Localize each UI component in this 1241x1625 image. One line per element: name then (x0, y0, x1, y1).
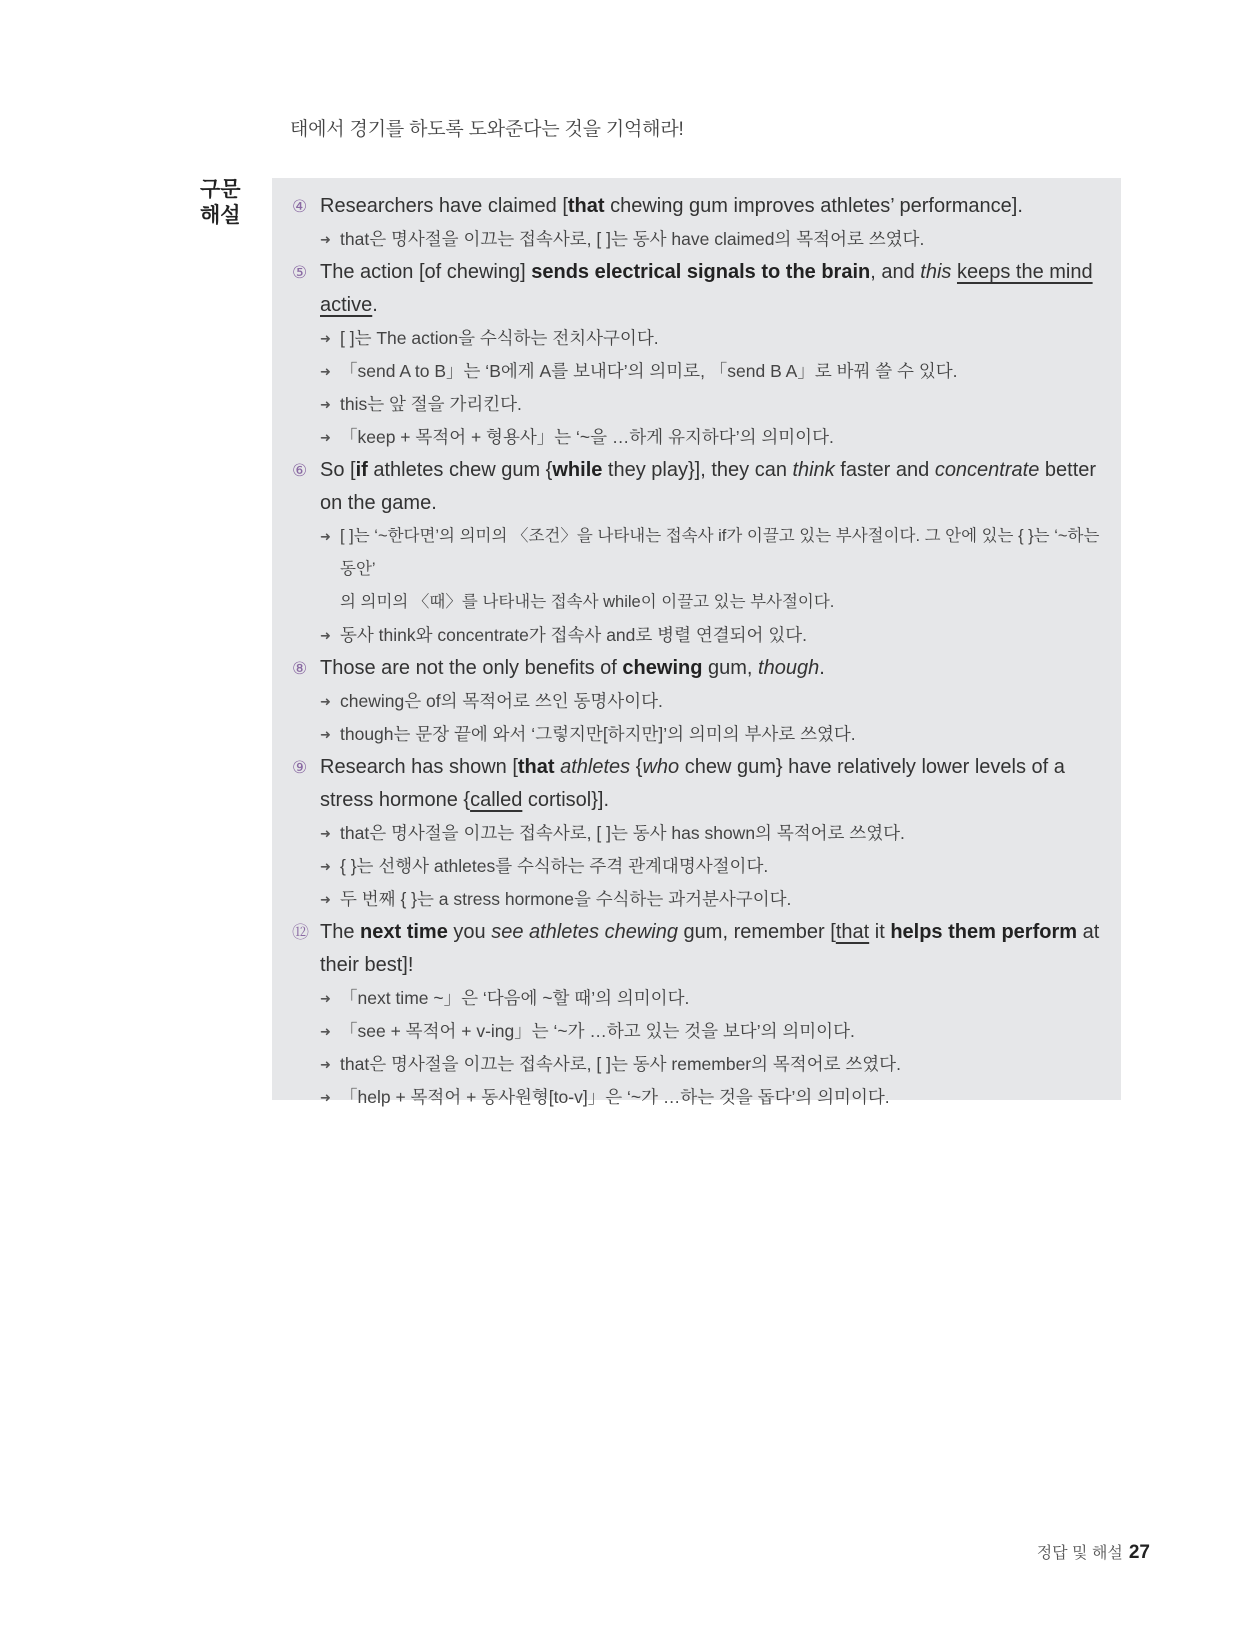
grammar-note: ➜ 「help + 목적어 + 동사원형[to-v]」은 ‘~가 …하는 것을 돕다’의 의미이다. (292, 1081, 1101, 1114)
grammar-note: ➜ this는 앞 절을 가리킨다. (292, 388, 1101, 421)
explanation-panel (272, 178, 1121, 1107)
grammar-note: ➜ 두 번째 { }는 a stress hormone을 수식하는 과거분사구이다. (292, 883, 1101, 916)
grammar-note: ➜ [ ]는 ‘~한다면’의 의미의 〈조건〉을 나타내는 접속사 if가 이끌고 있는 부사절이다. 그 안에 있는 { }는 ‘~하는 동안’ (292, 520, 1101, 586)
grammar-note: ➜ { }는 선행사 athletes를 수식하는 주격 관계대명사절이다. (292, 850, 1101, 883)
sentence-number: ⑨ (292, 758, 308, 777)
example-sentence: ⑥ So [if athletes chew gum {while they play}], they can think faster and concentrate better on the game. (292, 454, 1101, 520)
arrow-icon: ➜ (320, 1024, 331, 1039)
grammar-note: ➜ [ ]는 The action을 수식하는 전치사구이다. (292, 322, 1101, 355)
arrow-icon: ➜ (320, 1090, 331, 1105)
explanation-item (292, 256, 1101, 454)
sentence-number: ⑫ (292, 923, 309, 942)
arrow-icon: ➜ (320, 628, 331, 643)
grammar-note-continued: 의 의미의 〈때〉를 나타내는 접속사 while이 이끌고 있는 부사절이다. (340, 593, 835, 611)
section-label-line1: 구문 (200, 177, 241, 201)
arrow-icon: ➜ (320, 694, 331, 709)
arrow-icon: ➜ (320, 991, 331, 1006)
arrow-icon: ➜ (320, 232, 331, 247)
sentence-number: ⑥ (292, 461, 308, 480)
arrow-icon: ➜ (320, 430, 331, 445)
grammar-note: ➜ though는 문장 끝에 와서 ‘그렇지만[하지만]’의 의미의 부사로 쓰였다. (292, 718, 1101, 751)
explanation-item (292, 916, 1101, 1114)
arrow-icon: ➜ (320, 859, 331, 874)
arrow-icon: ➜ (320, 397, 331, 412)
arrow-icon: ➜ (320, 727, 331, 742)
explanation-item (292, 652, 1101, 751)
grammar-note: ➜ chewing은 of의 목적어로 쓰인 동명사이다. (292, 685, 1101, 718)
example-sentence: ⑨ Research has shown [that athletes {who chew gum} have relatively lower levels of a stress hormone {called cortisol}]. (292, 751, 1101, 817)
arrow-icon: ➜ (320, 892, 331, 907)
intro-text: 태에서 경기를 하도록 도와준다는 것을 기억해라! (290, 119, 684, 140)
arrow-icon: ➜ (320, 826, 331, 841)
grammar-note: ➜ 「send A to B」는 ‘B에게 A를 보내다’의 의미로, 「send B A」로 바꿔 쓸 수 있다. (292, 355, 1101, 388)
section-label (200, 176, 250, 228)
arrow-icon: ➜ (320, 529, 331, 544)
grammar-note: ➜ that은 명사절을 이끄는 접속사로, [ ]는 동사 have claimed의 목적어로 쓰였다. (292, 223, 1101, 256)
example-sentence: ④ Researchers have claimed [that chewing gum improves athletes’ performance]. (292, 190, 1101, 223)
sentence-number: ④ (292, 197, 308, 216)
arrow-icon: ➜ (320, 364, 331, 379)
page-footer (1037, 1540, 1150, 1564)
explanation-item (292, 454, 1101, 652)
sentence-number: ⑧ (292, 659, 308, 678)
footer-label: 정답 및 해설 (1036, 1545, 1123, 1562)
grammar-note: ➜ that은 명사절을 이끄는 접속사로, [ ]는 동사 remember의 목적어로 쓰였다. (292, 1048, 1101, 1081)
arrow-icon: ➜ (320, 331, 331, 346)
grammar-note: ➜ 「next time ~」은 ‘다음에 ~할 때’의 의미이다. (292, 982, 1101, 1015)
grammar-note: ➜ 동사 think와 concentrate가 접속사 and로 병렬 연결되어 있다. (292, 619, 1101, 652)
grammar-note: ➜ 「keep + 목적어 + 형용사」는 ‘~을 …하게 유지하다’의 의미이다. (292, 421, 1101, 454)
example-sentence: ⑤ The action [of chewing] sends electrical signals to the brain, and this keeps the mind active. (292, 256, 1101, 322)
grammar-note: ➜ 「see + 목적어 + v-ing」는 ‘~가 …하고 있는 것을 보다’의 의미이다. (292, 1015, 1101, 1048)
example-sentence: ⑧ Those are not the only benefits of chewing gum, though. (292, 652, 1101, 685)
explanation-item (292, 751, 1101, 916)
explanation-item (292, 190, 1101, 256)
grammar-note: ➜ that은 명사절을 이끄는 접속사로, [ ]는 동사 has shown의 목적어로 쓰였다. (292, 817, 1101, 850)
section-label-line2: 해설 (200, 203, 241, 227)
example-sentence: ⑫ The next time you see athletes chewing gum, remember [that it helps them perform at their best]! (292, 916, 1101, 982)
page-number: 27 (1128, 1542, 1150, 1563)
sentence-number: ⑤ (292, 263, 308, 282)
arrow-icon: ➜ (320, 1057, 331, 1072)
